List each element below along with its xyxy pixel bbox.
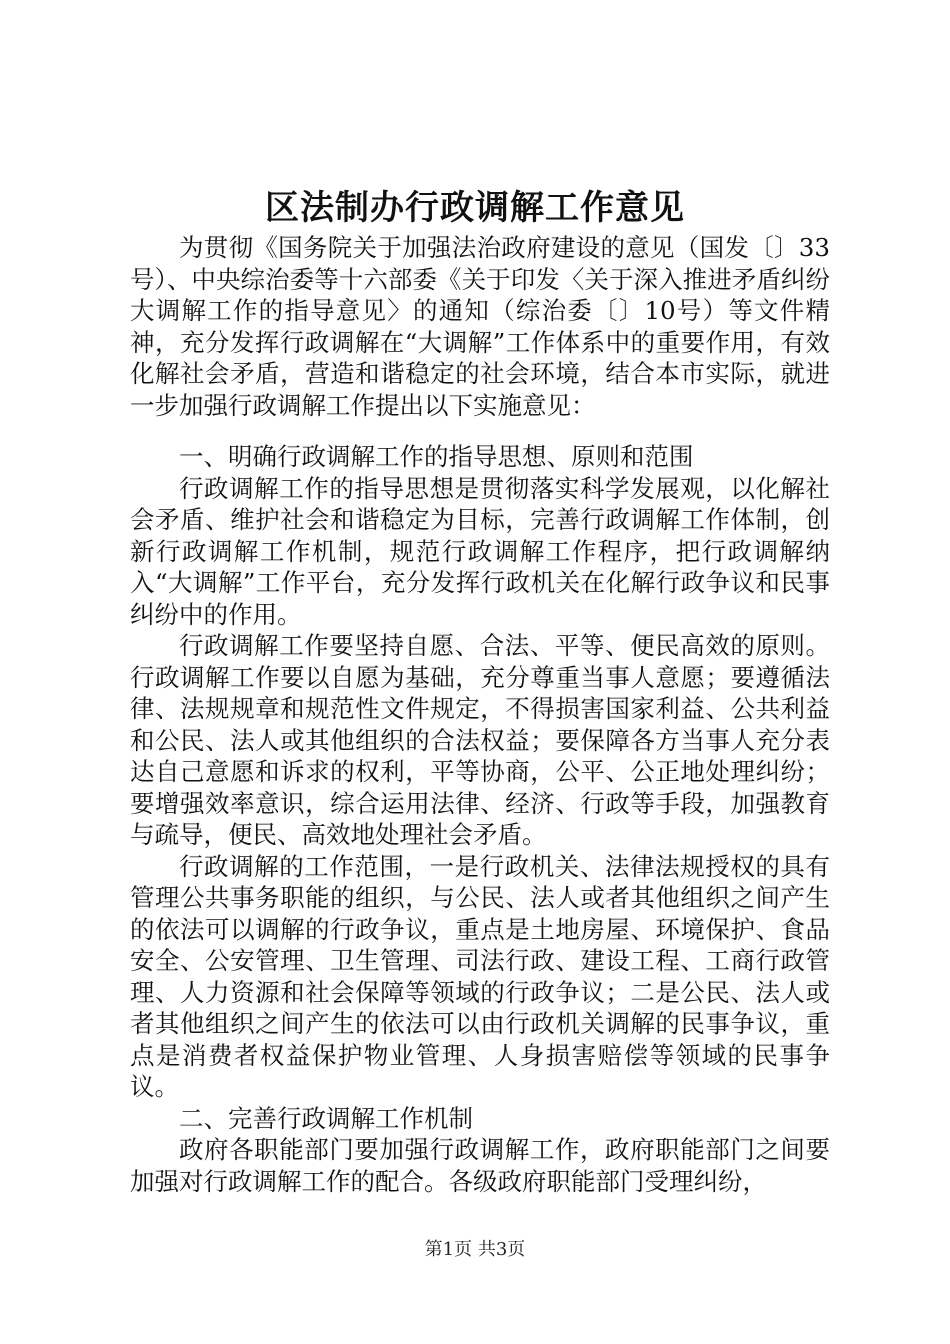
section-2-paragraph-1: 政府各职能部门要加强行政调解工作，政府职能部门之间要加强对行政调解工作的配合。各级政府职能部门受理纠纷， (130, 1135, 830, 1196)
document-title: 区法制办行政调解工作意见 (265, 188, 685, 228)
section-1-heading: 一、明确行政调解工作的指导思想、原则和范围 (179, 442, 694, 471)
document-body (130, 232, 830, 1197)
page-footer: 第1页 共3页 (424, 1239, 526, 1260)
section-2-heading: 二、完善行政调解工作机制 (179, 1103, 473, 1133)
intro-paragraph: 为贯彻《国务院关于加强法治政府建设的意见（国发〔〕33号）、中央综治委等十六部委《关于印发〈关于深入推进矛盾纠纷大调解工作的指导意见〉的通知（综治委〔〕10号）等文件精神，充分发挥行政调解在“大调解”工作体系中的重要作用，有效化解社会矛盾，营造和谐稳定的社会环境，结合本市实际，就进一步加强行政调解工作提出以下实施意见： (130, 233, 830, 420)
paragraph-gap (130, 421, 830, 441)
section-1-paragraph-3: 行政调解的工作范围，一是行政机关、法律法规授权的具有管理公共事务职能的组织，与公民、法人或者其他组织之间产生的依法可以调解的行政争议，重点是土地房屋、环境保护、食品安全、公安管理、卫生管理、司法行政、建设工程、工商行政管理、人力资源和社会保障等领域的行政争议；二是公民、法人或者其他组织之间产生的依法可以由行政机关调解的民事争议，重点是消费者权益保护物业管理、人身损害赔偿等领域的民事争议。 (130, 851, 830, 1101)
section-1-paragraph-2: 行政调解工作要坚持自愿、合法、平等、便民高效的原则。行政调解工作要以自愿为基础，充分尊重当事人意愿；要遵循法律、法规规章和规范性文件规定，不得损害国家利益、公共利益和公民、法人或其他组织的合法权益；要保障各方当事人充分表达自己意愿和诉求的权利，平等协商，公平、公正地处理纠纷；要增强效率意识，综合运用法律、经济、行政等手段，加强教育与疏导，便民、高效地处理社会矛盾。 (130, 631, 830, 849)
section-1-paragraph-1: 行政调解工作的指导思想是贯彻落实科学发展观，以化解社会矛盾、维护社会和谐稳定为目标，完善行政调解工作体制，创新行政调解工作机制，规范行政调解工作程序，把行政调解纳入“大调解”工作平台，充分发挥行政机关在化解行政争议和民事纠纷中的作用。 (130, 473, 830, 629)
